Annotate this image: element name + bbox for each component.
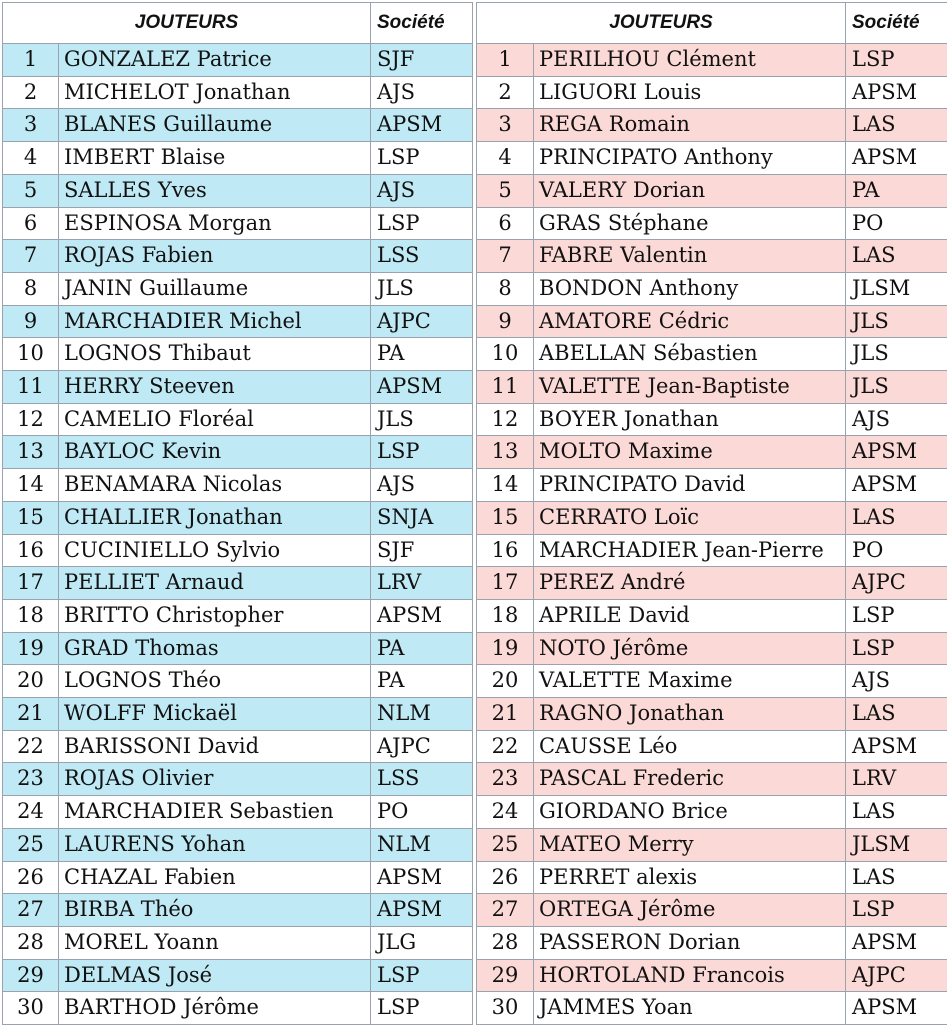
table-row [477, 534, 947, 567]
table-row [477, 174, 947, 207]
table-row [3, 632, 473, 665]
rank-cell: 26 [477, 861, 534, 894]
table-row [3, 305, 473, 338]
player-name: WOLFF Mickaël [59, 698, 371, 731]
table-row [477, 403, 947, 436]
table-row [477, 338, 947, 371]
club-code: PO [846, 534, 947, 567]
player-name: IMBERT Blaise [59, 142, 371, 175]
club-code: LSP [371, 959, 473, 992]
table-row [3, 567, 473, 600]
rank-cell: 9 [477, 305, 534, 338]
table-row [477, 436, 947, 469]
player-name: ABELLAN Sébastien [534, 338, 846, 371]
player-name: BENAMARA Nicolas [59, 469, 371, 502]
player-name: JAMMES Yoan [534, 992, 846, 1025]
table-row [3, 534, 473, 567]
rank-cell: 6 [477, 207, 534, 240]
club-code: APSM [846, 926, 947, 959]
rank-cell: 26 [3, 861, 59, 894]
club-code: LRV [846, 763, 947, 796]
player-name: DELMAS José [59, 959, 371, 992]
club-code: LSS [371, 763, 473, 796]
table-row [3, 44, 473, 77]
player-name: CERRATO Loïc [534, 501, 846, 534]
rank-cell: 30 [3, 992, 59, 1025]
rank-cell: 18 [3, 599, 59, 632]
rank-cell: 24 [3, 796, 59, 829]
player-name: ORTEGA Jérôme [534, 894, 846, 927]
player-name: MARCHADIER Michel [59, 305, 371, 338]
club-code: AJS [846, 403, 947, 436]
rank-cell: 21 [3, 698, 59, 731]
player-name: JANIN Guillaume [59, 272, 371, 305]
club-code: APSM [846, 730, 947, 763]
player-name: REGA Romain [534, 109, 846, 142]
table-row [3, 469, 473, 502]
player-name: BARTHOD Jérôme [59, 992, 371, 1025]
player-name: VALETTE Jean-Baptiste [534, 371, 846, 404]
club-code: JLG [371, 926, 473, 959]
club-code: LSS [371, 240, 473, 273]
player-name: CHALLIER Jonathan [59, 501, 371, 534]
club-code: APSM [846, 142, 947, 175]
club-header: Société [846, 3, 947, 44]
rank-cell: 12 [477, 403, 534, 436]
rank-cell: 22 [3, 730, 59, 763]
rank-cell: 8 [3, 272, 59, 305]
club-code: AJPC [371, 730, 473, 763]
rank-cell: 25 [3, 828, 59, 861]
table-row [477, 796, 947, 829]
rank-cell: 1 [477, 44, 534, 77]
rank-cell: 29 [477, 959, 534, 992]
club-code: APSM [371, 109, 473, 142]
table-row [3, 76, 473, 109]
rank-cell: 4 [477, 142, 534, 175]
rank-cell: 15 [477, 501, 534, 534]
player-name: BOYER Jonathan [534, 403, 846, 436]
rank-cell: 19 [477, 632, 534, 665]
club-code: JLS [846, 338, 947, 371]
player-name: GIORDANO Brice [534, 796, 846, 829]
club-code: LSP [371, 436, 473, 469]
club-code: LSP [371, 992, 473, 1025]
player-name: LOGNOS Théo [59, 665, 371, 698]
player-name: RAGNO Jonathan [534, 698, 846, 731]
club-code: APSM [371, 894, 473, 927]
club-code: LAS [846, 861, 947, 894]
player-name: MARCHADIER Sebastien [59, 796, 371, 829]
club-code: AJS [846, 665, 947, 698]
club-code: JLS [371, 403, 473, 436]
player-name: BLANES Guillaume [59, 109, 371, 142]
rank-cell: 8 [477, 272, 534, 305]
rank-cell: 5 [477, 174, 534, 207]
club-code: LAS [846, 240, 947, 273]
table-row [3, 240, 473, 273]
table-row [3, 926, 473, 959]
player-name: PERILHOU Clément [534, 44, 846, 77]
table-row [477, 894, 947, 927]
table-row [3, 730, 473, 763]
table-row [477, 992, 947, 1025]
table-row [477, 142, 947, 175]
table-row [3, 599, 473, 632]
table-row [3, 403, 473, 436]
club-code: LSP [846, 894, 947, 927]
rank-cell: 19 [3, 632, 59, 665]
table-row [477, 665, 947, 698]
club-code: PA [371, 665, 473, 698]
club-code: AJPC [846, 959, 947, 992]
rank-cell: 17 [3, 567, 59, 600]
rank-cell: 3 [477, 109, 534, 142]
club-code: APSM [371, 861, 473, 894]
player-name: CAUSSE Léo [534, 730, 846, 763]
table-row [3, 436, 473, 469]
club-code: APSM [371, 371, 473, 404]
club-code: LAS [846, 698, 947, 731]
player-name: PASSERON Dorian [534, 926, 846, 959]
player-name: BRITTO Christopher [59, 599, 371, 632]
header-row [477, 3, 947, 44]
club-code: APSM [846, 992, 947, 1025]
rank-cell: 10 [3, 338, 59, 371]
rank-cell: 11 [3, 371, 59, 404]
player-name: ESPINOSA Morgan [59, 207, 371, 240]
player-lists [2, 2, 947, 1025]
table-row [3, 665, 473, 698]
player-table-right [476, 2, 947, 1025]
table-row [3, 959, 473, 992]
club-code: SJF [371, 44, 473, 77]
rank-cell: 14 [3, 469, 59, 502]
player-name: FABRE Valentin [534, 240, 846, 273]
rank-cell: 13 [3, 436, 59, 469]
table-row [3, 501, 473, 534]
club-code: LSP [371, 207, 473, 240]
player-name: PEREZ André [534, 567, 846, 600]
rank-cell: 28 [477, 926, 534, 959]
rank-cell: 5 [3, 174, 59, 207]
player-name: PRINCIPATO David [534, 469, 846, 502]
rank-cell: 14 [477, 469, 534, 502]
rank-cell: 11 [477, 371, 534, 404]
table-row [477, 469, 947, 502]
player-name: CUCINIELLO Sylvio [59, 534, 371, 567]
rank-cell: 12 [3, 403, 59, 436]
table-row [477, 959, 947, 992]
player-name: ROJAS Olivier [59, 763, 371, 796]
club-code: LAS [846, 109, 947, 142]
rank-cell: 1 [3, 44, 59, 77]
player-name: LIGUORI Louis [534, 76, 846, 109]
player-name: MARCHADIER Jean-Pierre [534, 534, 846, 567]
club-code: LAS [846, 796, 947, 829]
player-name: PRINCIPATO Anthony [534, 142, 846, 175]
club-code: AJPC [371, 305, 473, 338]
club-code: JLSM [846, 828, 947, 861]
player-name: HERRY Steeven [59, 371, 371, 404]
club-code: PO [846, 207, 947, 240]
player-name: BIRBA Théo [59, 894, 371, 927]
rank-cell: 15 [3, 501, 59, 534]
club-code: LRV [371, 567, 473, 600]
players-header: JOUTEURS [3, 3, 371, 44]
player-name: PELLIET Arnaud [59, 567, 371, 600]
club-code: JLS [846, 371, 947, 404]
club-code: JLSM [846, 272, 947, 305]
player-name: LOGNOS Thibaut [59, 338, 371, 371]
rank-cell: 2 [3, 76, 59, 109]
player-rows-right [477, 44, 947, 1025]
rank-cell: 7 [3, 240, 59, 273]
player-name: APRILE David [534, 599, 846, 632]
table-row [477, 501, 947, 534]
table-row [477, 926, 947, 959]
rank-cell: 25 [477, 828, 534, 861]
rank-cell: 24 [477, 796, 534, 829]
rank-cell: 28 [3, 926, 59, 959]
table-row [3, 338, 473, 371]
table-row [3, 272, 473, 305]
table-row [477, 44, 947, 77]
player-table-left [2, 2, 473, 1025]
player-name: CHAZAL Fabien [59, 861, 371, 894]
table-row [477, 632, 947, 665]
rank-cell: 22 [477, 730, 534, 763]
rank-cell: 30 [477, 992, 534, 1025]
table-row [3, 763, 473, 796]
table-row [3, 207, 473, 240]
player-name: PERRET alexis [534, 861, 846, 894]
club-code: AJS [371, 469, 473, 502]
club-code: APSM [371, 599, 473, 632]
club-code: PA [371, 632, 473, 665]
player-name: CAMELIO Floréal [59, 403, 371, 436]
club-code: AJPC [846, 567, 947, 600]
rank-cell: 29 [3, 959, 59, 992]
player-name: MICHELOT Jonathan [59, 76, 371, 109]
rank-cell: 16 [477, 534, 534, 567]
rank-cell: 6 [3, 207, 59, 240]
table-row [477, 567, 947, 600]
player-name: BAYLOC Kevin [59, 436, 371, 469]
club-code: PO [371, 796, 473, 829]
table-row [3, 698, 473, 731]
table-row [3, 861, 473, 894]
rank-cell: 4 [3, 142, 59, 175]
table-row [477, 698, 947, 731]
club-code: AJS [371, 76, 473, 109]
table-row [3, 894, 473, 927]
table-row [477, 207, 947, 240]
player-name: LAURENS Yohan [59, 828, 371, 861]
players-header: JOUTEURS [477, 3, 846, 44]
table-row [477, 272, 947, 305]
player-name: MOREL Yoann [59, 926, 371, 959]
table-row [3, 796, 473, 829]
player-name: VALERY Dorian [534, 174, 846, 207]
rank-cell: 20 [477, 665, 534, 698]
club-code: LSP [846, 632, 947, 665]
player-name: MOLTO Maxime [534, 436, 846, 469]
rank-cell: 18 [477, 599, 534, 632]
club-code: JLS [371, 272, 473, 305]
table-row [3, 142, 473, 175]
rank-cell: 16 [3, 534, 59, 567]
player-name: HORTOLAND Francois [534, 959, 846, 992]
player-name: NOTO Jérôme [534, 632, 846, 665]
player-name: BONDON Anthony [534, 272, 846, 305]
rank-cell: 27 [3, 894, 59, 927]
club-code: LSP [371, 142, 473, 175]
table-row [477, 599, 947, 632]
rank-cell: 9 [3, 305, 59, 338]
table-row [477, 861, 947, 894]
player-name: SALLES Yves [59, 174, 371, 207]
table-row [3, 174, 473, 207]
table-row [477, 371, 947, 404]
club-code: NLM [371, 698, 473, 731]
club-code: APSM [846, 469, 947, 502]
player-name: PASCAL Frederic [534, 763, 846, 796]
club-code: APSM [846, 76, 947, 109]
player-name: MATEO Merry [534, 828, 846, 861]
player-name: VALETTE Maxime [534, 665, 846, 698]
player-name: ROJAS Fabien [59, 240, 371, 273]
club-code: LAS [846, 501, 947, 534]
club-code: APSM [846, 436, 947, 469]
club-code: AJS [371, 174, 473, 207]
player-rows-left [3, 44, 473, 1025]
table-row [3, 109, 473, 142]
table-row [477, 763, 947, 796]
club-code: PA [371, 338, 473, 371]
club-code: LSP [846, 44, 947, 77]
table-row [3, 828, 473, 861]
club-code: JLS [846, 305, 947, 338]
player-name: BARISSONI David [59, 730, 371, 763]
rank-cell: 20 [3, 665, 59, 698]
player-name: GONZALEZ Patrice [59, 44, 371, 77]
table-row [477, 305, 947, 338]
rank-cell: 13 [477, 436, 534, 469]
table-row [3, 371, 473, 404]
rank-cell: 27 [477, 894, 534, 927]
rank-cell: 21 [477, 698, 534, 731]
table-row [477, 76, 947, 109]
rank-cell: 10 [477, 338, 534, 371]
table-row [3, 992, 473, 1025]
club-code: SNJA [371, 501, 473, 534]
table-row [477, 109, 947, 142]
table-row [477, 828, 947, 861]
table-row [477, 240, 947, 273]
player-name: AMATORE Cédric [534, 305, 846, 338]
player-name: GRAS Stéphane [534, 207, 846, 240]
rank-cell: 7 [477, 240, 534, 273]
rank-cell: 23 [477, 763, 534, 796]
rank-cell: 23 [3, 763, 59, 796]
player-name: GRAD Thomas [59, 632, 371, 665]
rank-cell: 2 [477, 76, 534, 109]
club-code: PA [846, 174, 947, 207]
club-code: NLM [371, 828, 473, 861]
club-header: Société [371, 3, 473, 44]
club-code: LSP [846, 599, 947, 632]
table-row [477, 730, 947, 763]
header-row [3, 3, 473, 44]
rank-cell: 3 [3, 109, 59, 142]
rank-cell: 17 [477, 567, 534, 600]
club-code: SJF [371, 534, 473, 567]
